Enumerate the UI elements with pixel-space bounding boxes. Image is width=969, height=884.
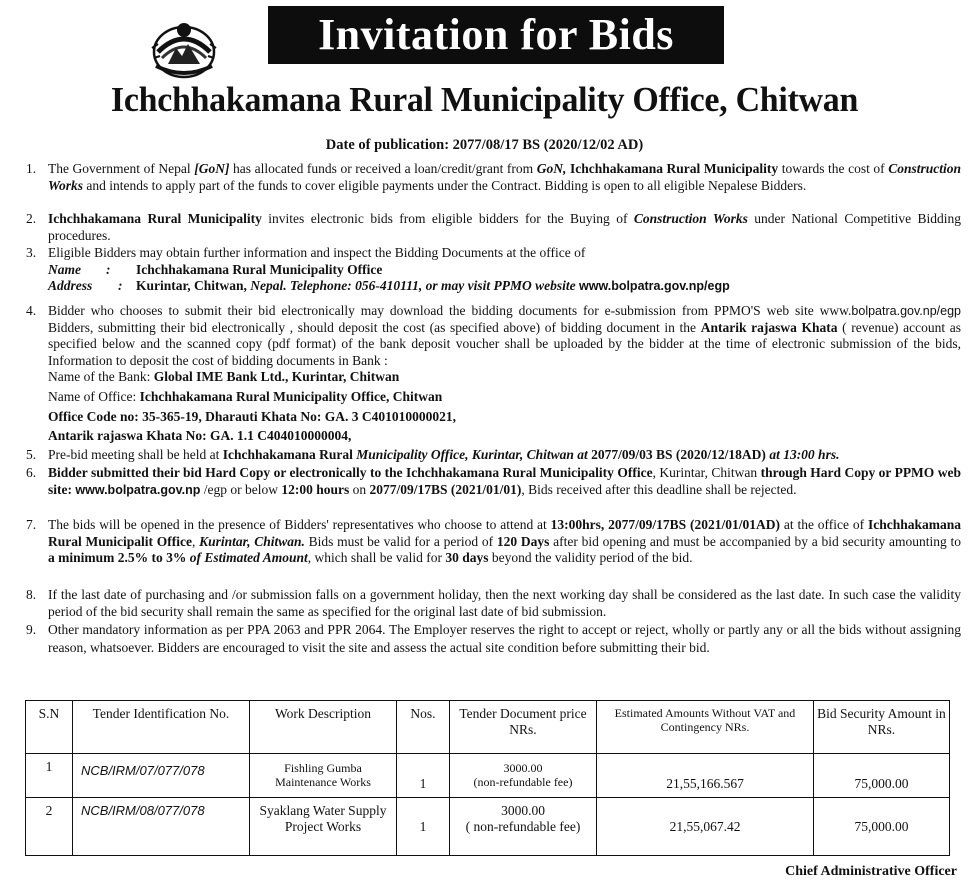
government-emblem xyxy=(148,18,220,80)
clause-text: Other mandatory information as per PPA 2063 and PPR 2064. The Employer reserves the right to accept or reject, wholly or partly any or all the bids without assigning reason, whatsoever. Bidders are encouraged to visit the site and assess the actual site condition before submitting their bid. xyxy=(48,622,961,655)
name-label: Name xyxy=(48,261,81,277)
clause-text: Ichchhakamana Rural Municipality xyxy=(48,211,262,226)
khata-row: Antarik rajaswa Khata No: GA. 1.1 C404010000004, xyxy=(48,428,352,444)
cell-nos: 1 xyxy=(397,754,450,798)
header-work: Work Description xyxy=(250,701,397,754)
header-estimated: Estimated Amounts Without VAT and Contingency NRs. xyxy=(597,701,814,754)
clause-number: 2. xyxy=(26,211,37,226)
clause-number: 8. xyxy=(26,587,37,602)
clause-text: , Kurintar, Chitwan xyxy=(652,465,761,480)
clause-text: a minimum 2.5% to 3% xyxy=(48,550,190,566)
cell-estimated: 21,55,166.567 xyxy=(597,754,814,798)
clause-text: GoN, xyxy=(536,161,570,176)
clause-text: 2077/09/17BS (2021/01/01) xyxy=(369,481,522,497)
clause-text: Bidder who chooses to submit their bid electronically may download the bidding documents for e-submission from PPMO'S web site www. xyxy=(48,303,852,318)
clause-text: Kurintar, Chitwan. xyxy=(199,533,305,549)
clause-text: /egp or below xyxy=(200,481,282,497)
clause-text: invites electronic bids from eligible bidders for the Buying of xyxy=(261,211,634,226)
office-value: Ichchhakamana Rural Municipality Office, Chitwan xyxy=(139,388,443,404)
cell-estimated: 21,55,067.42 xyxy=(597,798,814,856)
clause-text: 120 Days xyxy=(496,533,550,549)
title-banner: Invitation for Bids xyxy=(268,6,724,64)
price-note: ( non-refundable fee) xyxy=(465,819,581,834)
office-title: Ichchhakamana Rural Municipality Office, Chitwan xyxy=(110,80,859,119)
clause-text: after bid opening and must be accompanied by a bid security amounting to xyxy=(549,533,962,549)
table-header-row xyxy=(26,701,950,754)
clause-text: towards the cost of xyxy=(778,161,889,176)
colon: : xyxy=(118,278,123,294)
clause-text: Antarik rajaswa Khata xyxy=(700,319,838,335)
clause-2 xyxy=(24,211,961,245)
clause-number: 3. xyxy=(26,245,37,260)
price-value: 3000.00 xyxy=(503,761,543,775)
clause-text: www.bolpatra.gov.np xyxy=(75,482,201,497)
cell-price xyxy=(450,798,597,856)
name-value: Ichchhakamana Rural Municipality Office xyxy=(136,261,383,277)
office-label: Name of Office: xyxy=(48,388,140,404)
clause-4 xyxy=(24,303,961,447)
clause-number: 7. xyxy=(26,517,37,532)
clause-text: of Estimated Amount xyxy=(189,550,308,566)
clause-text: has allocated funds or received a loan/credit/grant from xyxy=(229,161,537,176)
clause-text: 12:00 hours xyxy=(281,481,350,497)
clause-1 xyxy=(24,161,961,211)
website-link[interactable]: www.bolpatra.gov.np/egp xyxy=(579,279,730,294)
clause-text: Construction Works xyxy=(633,211,748,226)
header-sn: S.N xyxy=(26,701,73,754)
codes-row: Office Code no: 35-365-19, Dharauti Khata No: GA. 3 C401010000021, xyxy=(48,408,456,424)
clauses-list xyxy=(24,161,961,657)
cell-tender-id: NCB/IRM/08/077/078 xyxy=(73,798,250,856)
cell-work: Fishling Gumba Maintenance Works xyxy=(250,754,397,798)
header-price: Tender Document price NRs. xyxy=(450,701,597,754)
colon: : xyxy=(106,261,111,277)
clause-text: Pre-bid meeting shall be held at xyxy=(48,447,223,462)
contact-name-row xyxy=(48,262,961,279)
telephone: Nepal. Telephone: 056-410111, or may visit PPMO website xyxy=(250,278,580,294)
price-note: (non-refundable fee) xyxy=(473,775,573,789)
clause-number: 5. xyxy=(26,447,37,462)
clause-text: ( revenue) account as specified below and the scanned copy (pdf format) of the bank deposit voucher shall be uploaded by the bidder at the time of electronic submission of the bids, Information to deposit the cost of bidding documents in Bank : xyxy=(48,319,962,368)
cell-price xyxy=(450,754,597,798)
clause-text: at the office of xyxy=(780,517,868,532)
clause-text: 13:00hrs, 2077/09/17BS (2021/01/01AD) xyxy=(550,517,780,532)
clause-text: Ichchhakamana Rural xyxy=(222,447,357,462)
clause-number: 9. xyxy=(26,622,37,637)
header-security: Bid Security Amount in NRs. xyxy=(814,701,950,754)
cell-security: 75,000.00 xyxy=(814,754,950,798)
publication-date: Date of publication: 2077/08/17 BS (2020/12/02 AD) xyxy=(325,137,644,153)
cell-sn: 2 xyxy=(26,798,73,856)
clause-text: Eligible Bidders may obtain further information and inspect the Bidding Documents at the office of xyxy=(48,245,586,260)
clause-text: beyond the validity period of the bid. xyxy=(488,550,693,566)
clause-text: Bids must be valid for a period of xyxy=(304,533,497,549)
bank-label: Name of the Bank: xyxy=(48,369,154,385)
clause-text: Bidder submitted their bid Hard Copy or electronically to the Ichchhakamana Rural Municipality Office xyxy=(48,465,653,480)
bids-table xyxy=(25,700,950,856)
clause-text: through Hard Copy or PPMO web site: xyxy=(48,465,961,497)
cell-tender-id: NCB/IRM/07/077/078 xyxy=(73,754,250,798)
bank-row xyxy=(24,369,961,386)
clause-number: 1. xyxy=(26,161,37,176)
bank-value: Global IME Bank Ltd., Kurintar, Chitwan xyxy=(153,369,400,385)
price-value: 3000.00 xyxy=(501,803,545,818)
table-row xyxy=(26,754,950,798)
clause-5 xyxy=(24,447,961,465)
table-row xyxy=(26,798,950,856)
clause-9 xyxy=(24,621,961,657)
cell-security: 75,000.00 xyxy=(814,798,950,856)
clause-text: and intends to apply part of the funds to cover eligible payments under the Contract. Bidding is open to all eligible Nepalese Bidders. xyxy=(83,177,807,193)
address-label: Address xyxy=(48,278,93,294)
header-nos: Nos. xyxy=(397,701,450,754)
clause-text: , Bids received after this deadline shall be rejected. xyxy=(521,481,797,497)
clause-text: on xyxy=(349,481,370,497)
clause-3 xyxy=(24,245,961,303)
cell-sn: 1 xyxy=(26,754,73,798)
clause-text: The bids will be opened in the presence of Bidders' representatives who choose to attend at xyxy=(48,517,551,532)
clause-text: Ichchhakamana Rural Municipality xyxy=(569,161,779,176)
signature-line: Chief Administrative Officer xyxy=(785,864,957,879)
clause-6 xyxy=(24,465,961,517)
clause-text: 30 days xyxy=(445,550,489,566)
clause-text: Ichchhakamana Rural Municipalit Office xyxy=(48,517,962,549)
clause-number: 6. xyxy=(26,465,37,480)
clause-number: 4. xyxy=(26,303,37,318)
clause-text: The Government of Nepal xyxy=(48,161,195,176)
clause-text: [GoN] xyxy=(194,161,230,176)
clause-text: If the last date of purchasing and /or submission falls on a government holiday, then the next working day shall be considered as the last date. In such case the validity period of the bid security shall remain the same as specified for the original last date of bid submission. xyxy=(48,587,961,619)
clause-text: , which shall be valid for xyxy=(307,550,446,566)
cell-nos: 1 xyxy=(397,798,450,856)
clause-8 xyxy=(24,587,961,621)
clause-text: Construction Works xyxy=(48,161,962,193)
address-value: Kurintar, Chitwan, xyxy=(136,278,251,294)
cell-work: Syaklang Water Supply Project Works xyxy=(250,798,397,856)
office-row xyxy=(48,389,961,406)
clause-7 xyxy=(24,517,961,587)
clause-text: Bidders, submitting their bid electronically , should deposit the cost (as specified above) of bidding document in the xyxy=(48,319,701,335)
clause-text: bolpatra.gov.np/egp xyxy=(851,304,961,318)
clause-text: at 13:00 hrs. xyxy=(769,447,840,462)
contact-address-row xyxy=(48,278,961,295)
clause-text: Municipality Office, Kurintar, Chitwan at xyxy=(356,447,592,462)
clause-text: 2077/09/03 BS (2020/12/18AD) xyxy=(591,447,770,462)
clause-text: , xyxy=(191,533,200,549)
header-tender-id: Tender Identification No. xyxy=(73,701,250,754)
clause-text: under National Competitive Bidding procedures. xyxy=(48,211,961,243)
